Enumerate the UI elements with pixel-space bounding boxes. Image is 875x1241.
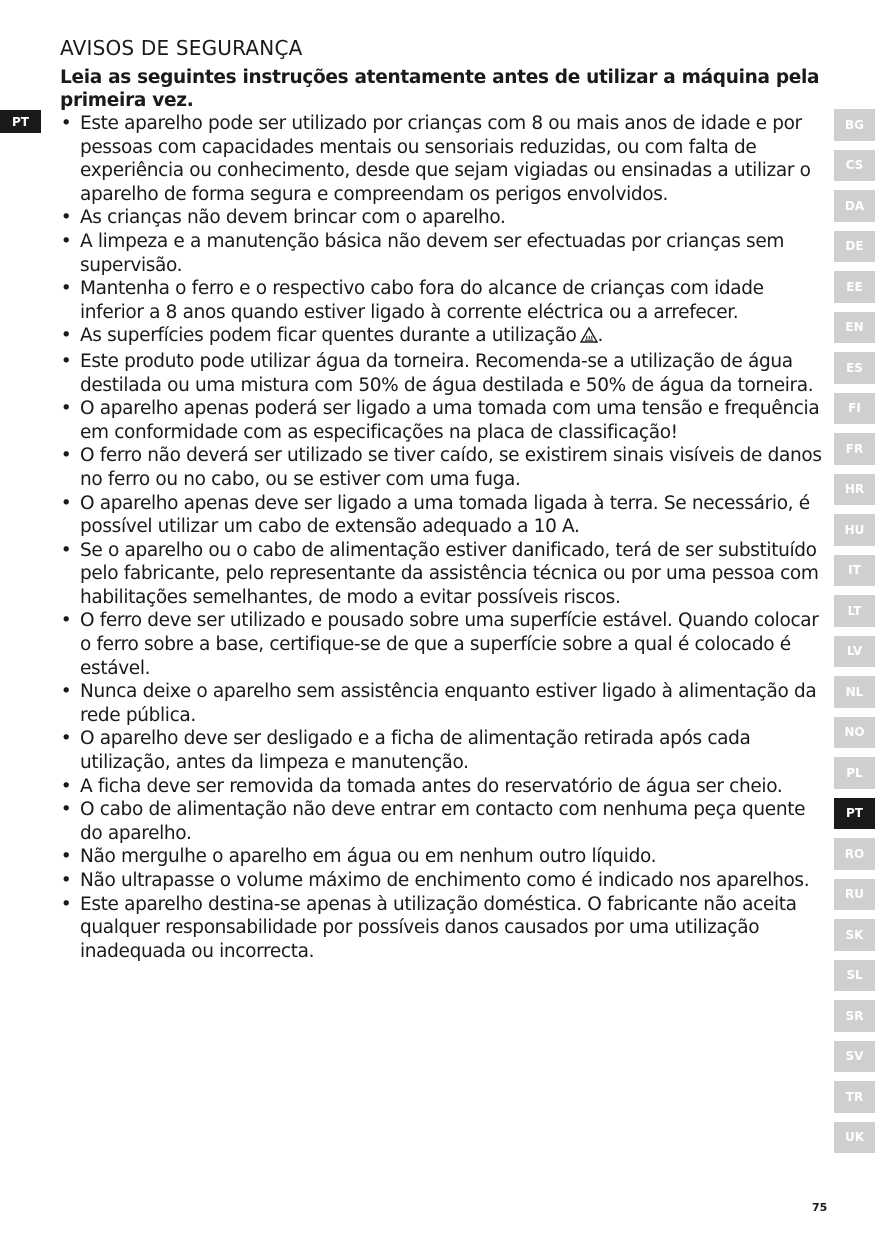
list-item-text: As superfícies podem ficar quentes durante a utilização: [80, 325, 577, 347]
lang-tab-hu[interactable]: HU: [834, 514, 875, 546]
bullet-marker: •: [60, 230, 72, 252]
list-item: [60, 893, 825, 964]
lang-tab-uk[interactable]: UK: [834, 1122, 875, 1154]
lang-tab-en[interactable]: EN: [834, 312, 875, 344]
list-item: [60, 845, 825, 869]
lang-tab-ru[interactable]: RU: [834, 879, 875, 911]
bullet-marker: •: [60, 681, 72, 703]
bullet-marker: •: [60, 398, 72, 420]
list-item: [60, 680, 825, 727]
list-item-text: Não mergulhe o aparelho em água ou em nenhum outro líquido.: [80, 846, 657, 868]
bullet-marker: •: [60, 492, 72, 514]
list-item: [60, 492, 825, 539]
lang-tab-sk[interactable]: SK: [834, 919, 875, 951]
lang-tab-bg[interactable]: BG: [834, 109, 875, 141]
language-index: [834, 109, 875, 1153]
list-item: [60, 112, 825, 206]
list-item-text: As crianças não devem brincar com o aparelho.: [80, 207, 506, 229]
list-item: [60, 869, 825, 893]
list-item: [60, 324, 825, 350]
lang-tab-ee[interactable]: EE: [834, 271, 875, 303]
list-item-text: Nunca deixe o aparelho sem assistência enquanto estiver ligado à alimentação da rede pública.: [80, 681, 817, 726]
lang-tab-lt[interactable]: LT: [834, 595, 875, 627]
bullet-marker: •: [60, 113, 72, 134]
list-item: [60, 798, 825, 845]
lang-tab-pt[interactable]: PT: [834, 798, 875, 830]
list-item-suffix: .: [597, 325, 604, 347]
lang-tab-sr[interactable]: SR: [834, 1000, 875, 1032]
section-title: AVISOS DE SEGURANÇA: [60, 36, 303, 60]
lang-tab-ro[interactable]: RO: [834, 838, 875, 870]
lang-tab-fr[interactable]: FR: [834, 433, 875, 465]
list-item: [60, 350, 825, 397]
lang-tab-nl[interactable]: NL: [834, 676, 875, 708]
lang-tab-no[interactable]: NO: [834, 717, 875, 749]
list-item-text: Mantenha o ferro e o respectivo cabo fora do alcance de crianças com idade inferior a 8 anos quando estiver ligado à corrente eléctrica ou a arrefecer.: [80, 278, 764, 323]
lang-tab-cs[interactable]: CS: [834, 150, 875, 182]
bullet-marker: •: [60, 278, 72, 300]
list-item-text: O ferro deve ser utilizado e pousado sobre uma superfície estável. Quando colocar o ferro sobre a base, certifique-se de que a superfície sobre a qual é colocado é estável.: [80, 610, 819, 679]
lang-tab-de[interactable]: DE: [834, 231, 875, 263]
list-item-text: Este aparelho pode ser utilizado por crianças com 8 ou mais anos de idade e por pessoas com capacidades mentais ou sensoriais reduzidas, ou com falta de experiência ou conhecimento, desde que sejam vigiadas ou ensinadas a utilizar o aparelho de forma segura e compreendam os perigos envolvidos.: [80, 113, 811, 205]
lang-tab-pl[interactable]: PL: [834, 757, 875, 789]
list-item-text: A limpeza e a manutenção básica não devem ser efectuadas por crianças sem supervisão.: [80, 230, 785, 276]
bullet-marker: •: [60, 350, 72, 372]
list-item-text: O ferro não deverá ser utilizado se tiver caído, se existirem sinais visíveis de danos no ferro ou no cabo, ou se estiver com uma fuga.: [80, 445, 822, 490]
lang-tab-sv[interactable]: SV: [834, 1041, 875, 1073]
list-item-text: O aparelho deve ser desligado e a ficha de alimentação retirada após cada utilização, antes da limpeza e manutenção.: [80, 728, 751, 774]
bullet-marker: •: [60, 325, 72, 347]
list-item-text: Não ultrapasse o volume máximo de enchimento como é indicado nos aparelhos.: [80, 870, 810, 891]
list-item-text: Este aparelho destina-se apenas à utilização doméstica. O fabricante não aceita qualquer responsabilidade por possíveis danos causados por uma utilização inadequada ou incorrecta.: [80, 893, 797, 962]
list-item: [60, 609, 825, 680]
safety-warnings-section: [60, 34, 825, 963]
lang-tab-da[interactable]: DA: [834, 190, 875, 222]
lang-tab-es[interactable]: ES: [834, 352, 875, 384]
list-item-text: O aparelho apenas poderá ser ligado a uma tomada com uma tensão e frequência em conformidade com as especificações na placa de classificação!: [80, 398, 820, 443]
list-item: [60, 775, 825, 799]
list-item: [60, 206, 825, 230]
bullet-marker: •: [60, 207, 72, 229]
list-item: [60, 539, 825, 610]
list-item-text: Se o aparelho ou o cabo de alimentação estiver danificado, terá de ser substituído pelo fabricante, pelo representante da assistência técnica ou por uma pessoa com habilitações semelhantes, de modo a evitar possíveis riscos.: [80, 539, 819, 608]
hot-surface-warning-icon: [580, 326, 598, 350]
list-item: [60, 397, 825, 444]
bullet-marker: •: [60, 799, 72, 821]
lang-tab-sl[interactable]: SL: [834, 960, 875, 992]
list-item: [60, 277, 825, 324]
list-item: [60, 444, 825, 491]
bullet-marker: •: [60, 445, 72, 467]
intro-instruction: Leia as seguintes instruções atentamente antes de utilizar a máquina pela primeira vez.: [60, 67, 820, 111]
page-number: 75: [812, 1201, 828, 1214]
bullet-marker: •: [60, 610, 72, 632]
current-language-marker: PT: [0, 110, 41, 133]
bullet-marker: •: [60, 893, 72, 915]
lang-tab-lv[interactable]: LV: [834, 636, 875, 668]
lang-tab-fi[interactable]: FI: [834, 393, 875, 425]
bullet-marker: •: [60, 870, 72, 891]
list-item-text: A ficha deve ser removida da tomada antes do reservatório de água ser cheio.: [80, 775, 783, 797]
safety-list: [60, 112, 825, 963]
list-item: [60, 727, 825, 774]
list-item-text: O aparelho apenas deve ser ligado a uma tomada ligada à terra. Se necessário, é possível utilizar um cabo de extensão adequado a 10 A.: [80, 492, 810, 538]
bullet-marker: •: [60, 539, 72, 561]
list-item: [60, 230, 825, 277]
bullet-marker: •: [60, 775, 72, 797]
lang-tab-tr[interactable]: TR: [834, 1081, 875, 1113]
bullet-marker: •: [60, 728, 72, 750]
list-item-text: O cabo de alimentação não deve entrar em contacto com nenhuma peça quente do aparelho.: [80, 799, 806, 844]
lang-tab-it[interactable]: IT: [834, 555, 875, 587]
bullet-marker: •: [60, 846, 72, 868]
lang-tab-hr[interactable]: HR: [834, 474, 875, 506]
list-item-text: Este produto pode utilizar água da torneira. Recomenda-se a utilização de água destilada ou uma mistura com 50% de água destilada e 50% de água da torneira.: [80, 350, 814, 396]
